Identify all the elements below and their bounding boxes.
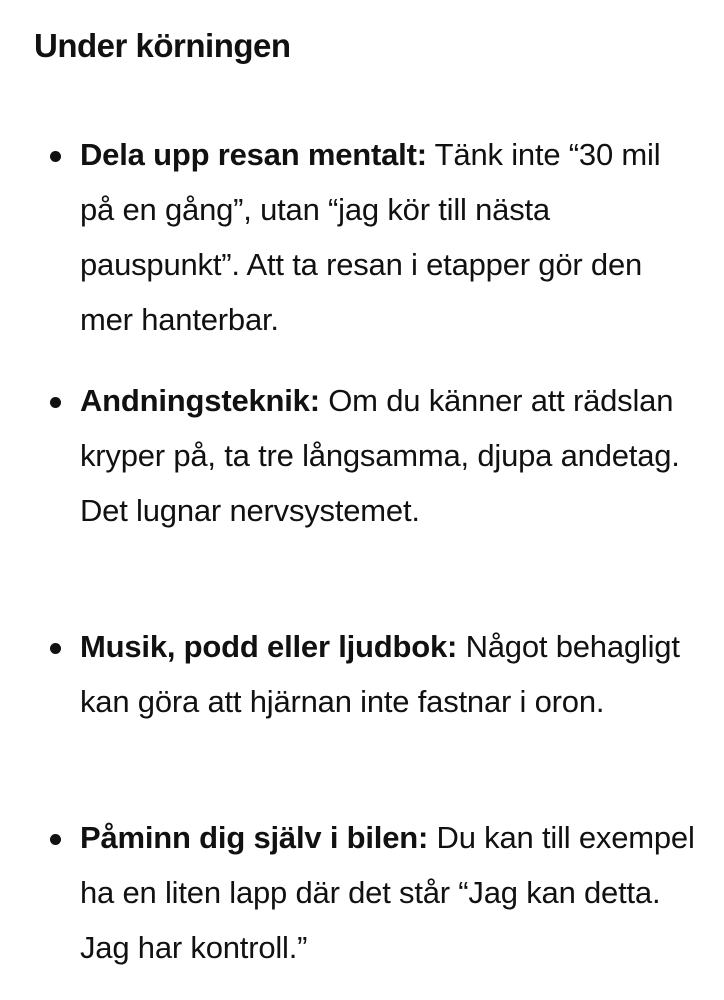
- bullet-icon: [50, 151, 61, 162]
- list-item: [80, 619, 700, 729]
- list-item-text: Du kan till exempel ha en liten lapp där det står “Jag kan detta. Jag har kontroll.”: [80, 820, 695, 965]
- list-item-term: Dela upp resan mentalt:: [80, 137, 427, 172]
- list-item-text: Något behagligt kan göra att hjärnan inte fastnar i oron.: [80, 629, 680, 719]
- list-item: [80, 127, 700, 347]
- list-item-term: Musik, podd eller ljudbok:: [80, 629, 458, 664]
- list-item: [80, 810, 700, 975]
- bullet-icon: [50, 397, 61, 408]
- list-item-text: Om du känner att rädslan kryper på, ta tre långsamma, djupa andetag. Det lugnar nervsystemet.: [80, 383, 680, 528]
- list-item: [80, 373, 700, 538]
- list-item-term: Påminn dig själv i bilen:: [80, 820, 429, 855]
- list-item-text: Tänk inte “30 mil på en gång”, utan “jag kör till nästa pauspunkt”. Att ta resan i etapper gör den mer hanterbar.: [80, 137, 661, 337]
- section-heading: Under körningen: [34, 27, 291, 64]
- bullet-icon: [50, 834, 61, 845]
- bullet-icon: [50, 643, 61, 654]
- list-item-term: Andningsteknik:: [80, 383, 320, 418]
